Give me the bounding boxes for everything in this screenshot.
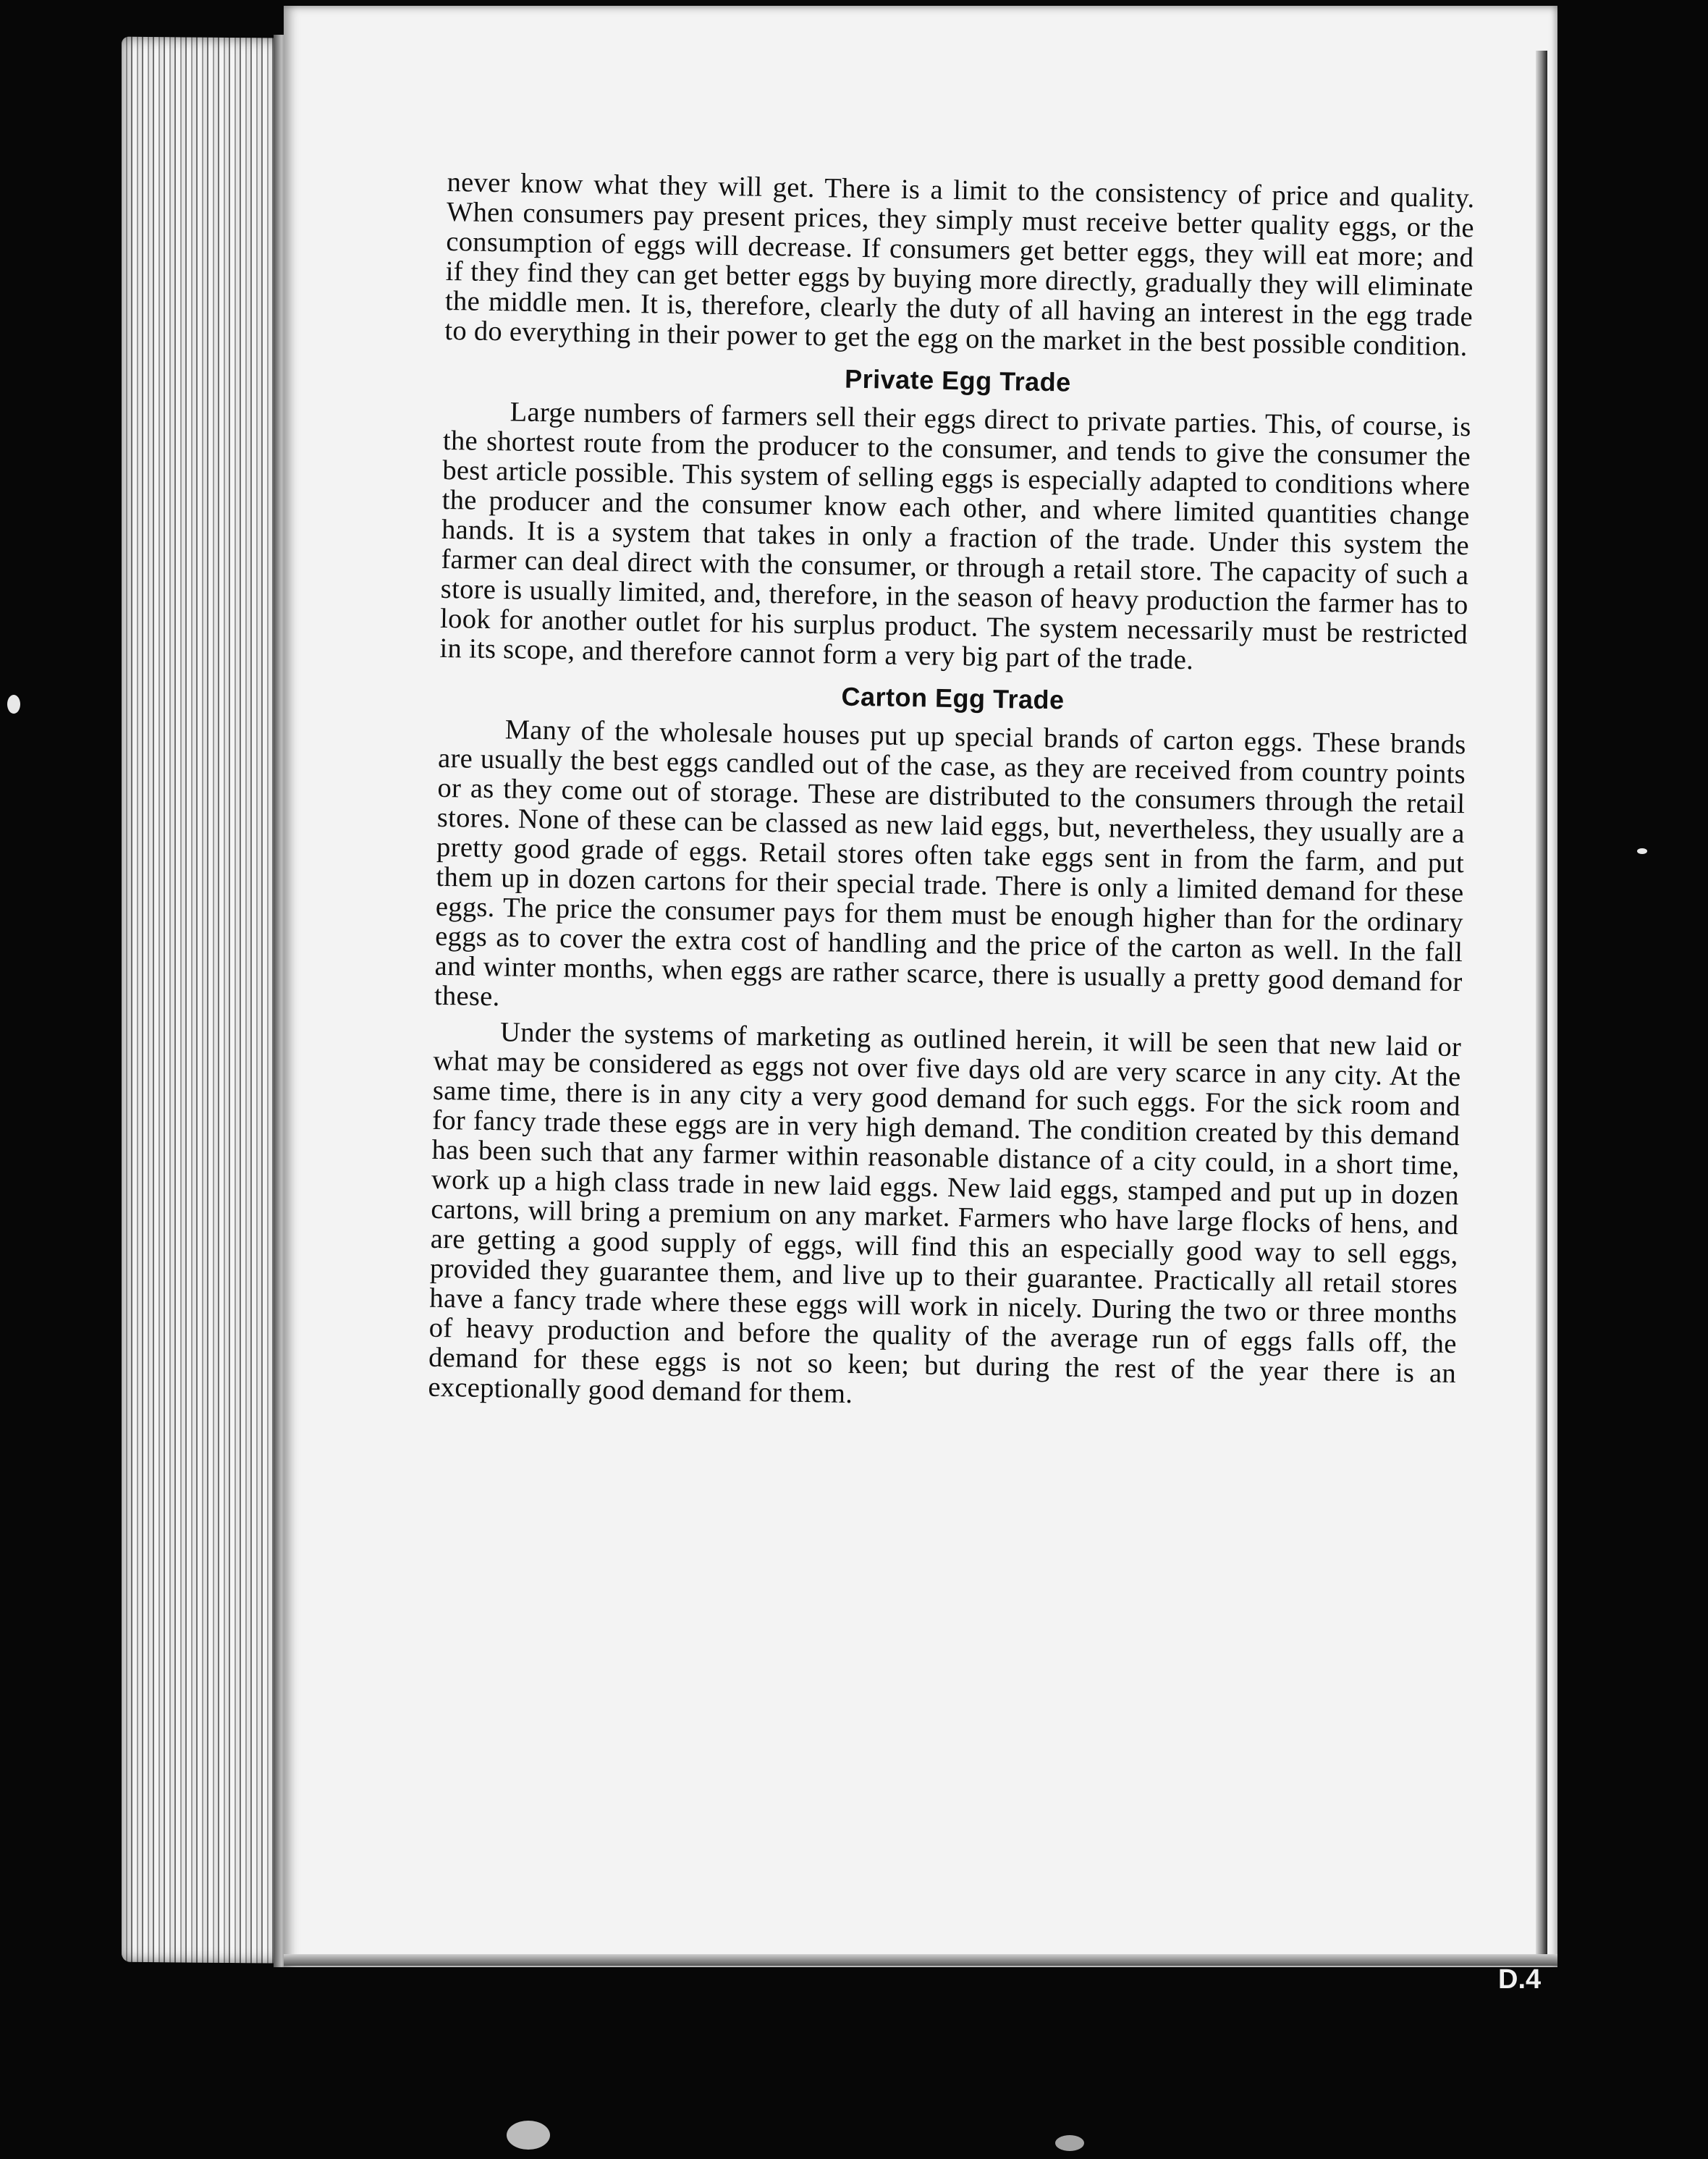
page-bottom-edge: [284, 1954, 1557, 1966]
scan-speck: [1055, 2135, 1084, 2151]
scan-speck: [7, 695, 20, 714]
private-trade-paragraph: Large numbers of farmers sell their eggs direct to private parties. This, of course, is the shortest route from the producer to the consumer, and tends to give the consumer the best article possible. This system of selling eggs is especially adapted to conditions where the producer and the consumer know each other, and where limited quantities change hands. It is a system that takes in only a fraction of the trade. Under this system the farmer can deal direct with the consumer, or through a retail store. The capacity of such a store is usually limited, and, therefore, in the season of heavy production the farmer has to look for another outlet for his surplus product. The system necessarily must be restricted in its scope, and therefore cannot form a very big part of the trade.: [439, 397, 1471, 676]
scan-speck: [507, 2121, 550, 2150]
heading-private-egg-trade: Private Egg Trade: [844, 363, 1072, 397]
carton-trade-paragraph-1: Many of the wholesale houses put up special brands of carton eggs. These brands are usually the best eggs candled out of the case, as they are received from country points or as they come out of storage. These are distributed to the consumers through the retail stores. None of these can be classed as new laid eggs, but, nevertheless, they usually are a pretty good grade of eggs. Retail stores often take eggs sent in from the farm, and put them up in dozen cartons for their special trade. There is only a limited demand for these eggs. The price the consumer pays for them must be enough higher than for the ordinary eggs as to cover the extra cost of handling and the price of the carton as well. In the fall and winter months, when eggs are rather scarce, there is usually a pretty good demand for these.: [434, 714, 1466, 1013]
page-right-edge: [1536, 51, 1547, 1961]
heading-carton-egg-trade: Carton Egg Trade: [841, 681, 1065, 715]
intro-paragraph: never know what they will get. There is a limit to the consistency of price and quality. When consumers pay present prices, they simply must receive better quality eggs, or the consumption of eggs will decrease. If consumers get better eggs, they will eat more; and if they find they can get better eggs by buying more directly, gradually they will eliminate the middle men. It is, therefore, clearly the duty of all having an interest in the egg trade to do everything in their power to get the egg on the market in the best possible condition.: [444, 167, 1475, 363]
page-marker: D.4: [1498, 1964, 1542, 1995]
carton-trade-paragraph-2: Under the systems of marketing as outlined herein, it will be seen that new laid or what may be considered as eggs not over five days old are very scarce in any city. At the same time, there is in any city a very good demand for such eggs. For the sick room and for fancy trade these eggs are in very high demand. The condition created by this demand has been such that any farmer within reasonable distance of a city could, in a short time, work up a high class trade in new laid eggs. New laid eggs, stamped and put up in dozen cartons, will bring a premium on any market. Farmers who have large flocks of hens, and are getting a good supply of eggs, will find this an especially good way to sell eggs, provided they guarantee them, and live up to their guarantee. Practically all retail stores have a fancy trade where these eggs will work in nicely. During the two or three months of heavy production and before the quality of the average run of eggs falls off, the demand for these eggs is not so keen; but during the rest of the year there is an exceptionally good demand for them.: [428, 1017, 1462, 1410]
page-text: [428, 168, 1475, 1419]
scan-speck: [1637, 848, 1647, 854]
